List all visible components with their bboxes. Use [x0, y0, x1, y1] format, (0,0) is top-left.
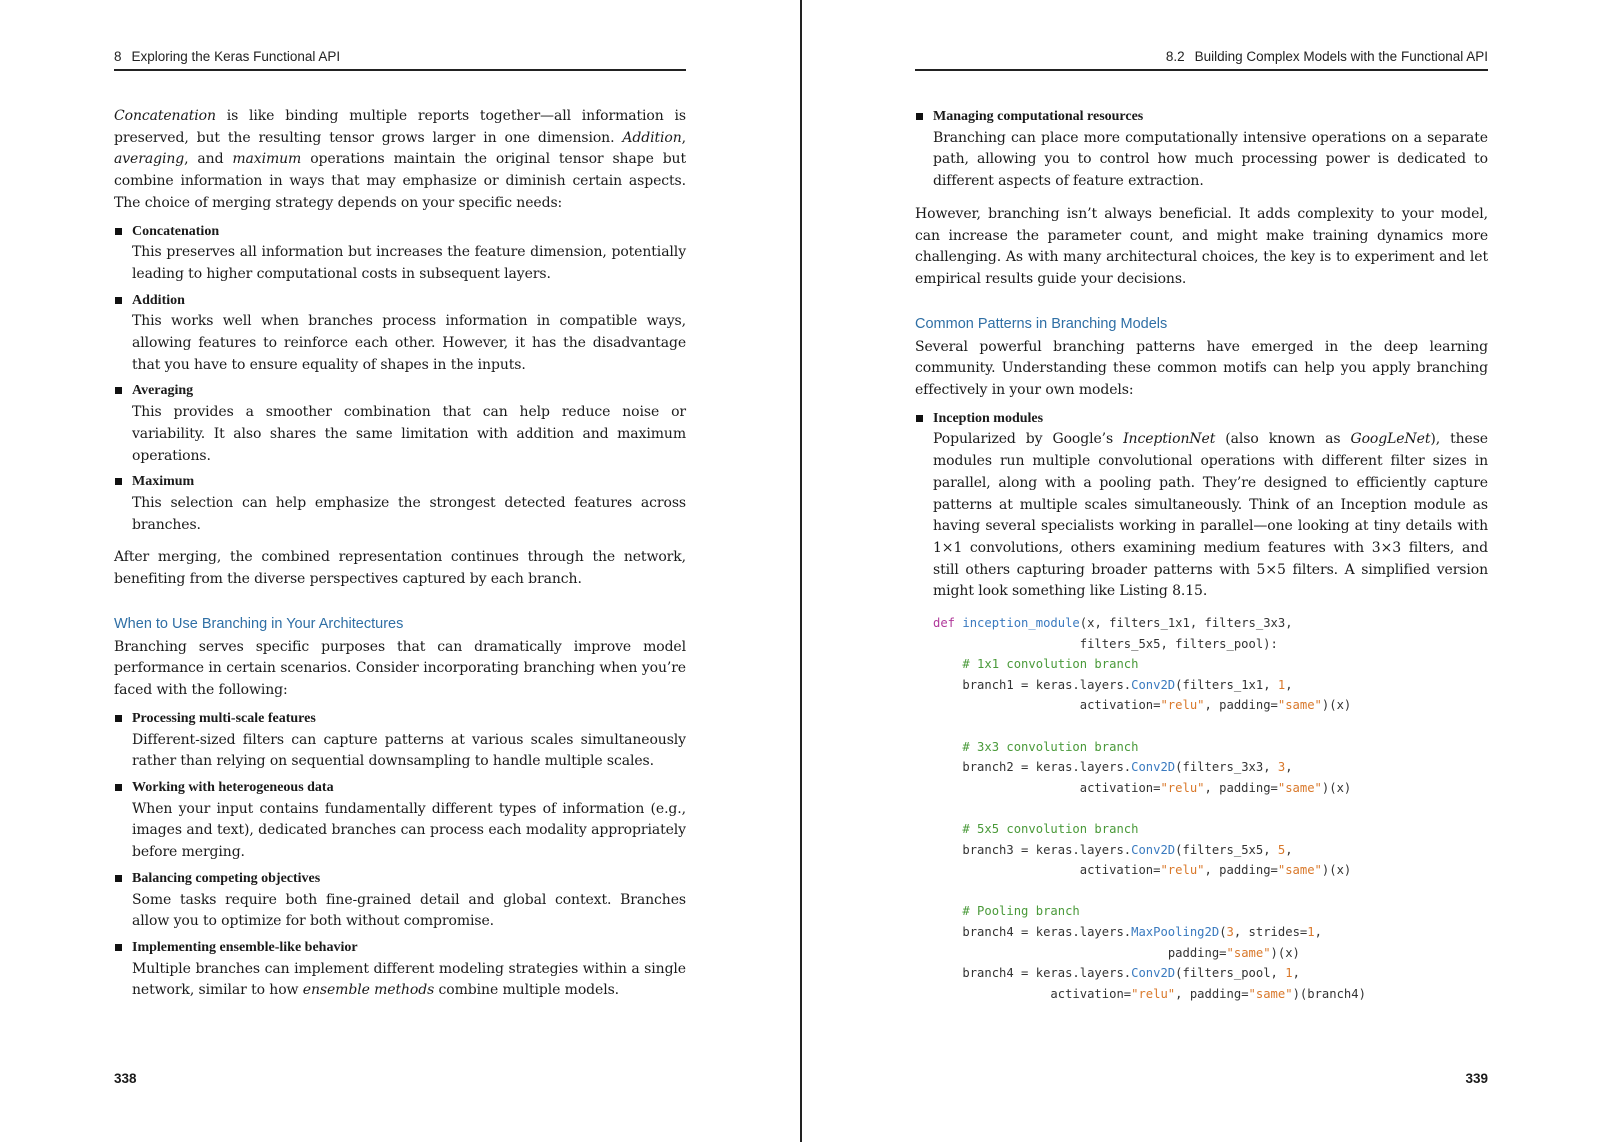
list-item-title: Processing multi-scale features	[132, 710, 316, 726]
code-text: ,	[1285, 760, 1293, 775]
inception-text-1: Popularized by Google’s	[933, 431, 1124, 448]
patterns-intro-paragraph: Several powerful branching patterns have emerged in the deep learning community. Understanding these common motifs can help you apply branching effectively in your own models:	[915, 338, 1488, 399]
chapter-title: Exploring the Keras Functional API	[131, 49, 341, 64]
left-body	[114, 106, 686, 1006]
intro-text-2: ,	[681, 129, 686, 146]
code-string: "relu"	[1160, 698, 1205, 713]
list-item-title: Inception modules	[933, 410, 1044, 426]
code-text: branch2 = keras.layers.	[962, 760, 1132, 775]
code-class: Conv2D	[1131, 677, 1176, 692]
code-text: branch4 = keras.layers.	[962, 966, 1132, 981]
list-item	[114, 471, 686, 536]
branch-intro-paragraph: Branching serves specific purposes that can dramatically improve model performance in certain scenarios. Consider incorporating branching when you’re faced with the following:	[114, 638, 686, 699]
code-comment: # Pooling branch	[962, 904, 1080, 919]
list-item	[915, 106, 1488, 193]
code-comment: # 3x3 convolution branch	[962, 739, 1139, 754]
however-paragraph: However, branching isn’t always beneficial. It adds complexity to your model, can increase the parameter count, and might make training dynamics more challenging. As with many architectural choices, the key is to experiment and let empirical results guide your decisions.	[915, 205, 1488, 287]
em-averaging: averaging	[114, 151, 185, 168]
code-string: "same"	[1226, 945, 1271, 960]
list-item	[114, 708, 686, 773]
code-string: "same"	[1277, 863, 1322, 878]
list-item-text	[132, 959, 686, 1002]
em-concatenation: Concatenation	[114, 108, 216, 124]
list-item-text: This provides a smoother combination that can help reduce noise or variability. It also shares the same limitation with addition and maximum operations.	[132, 404, 686, 464]
code-string: "relu"	[1131, 986, 1176, 1001]
list-item-text: Different-sized filters can capture patterns at various scales simultaneously rather than relying on sequential downsampling to handle multiple scales.	[132, 731, 686, 770]
list-item-text: This works well when branches process information in compatible ways, allowing features to reinforce each other. However, it has the disadvantage that you have to ensure equality of shapes in the inputs.	[132, 313, 686, 373]
intro-text-4: operations maintain the original tensor shape but combine information in ways that may emphasize or diminish certain aspects. The choice of merging strategy depends on your specific needs:	[114, 151, 687, 211]
code-comment: # 1x1 convolution branch	[962, 657, 1139, 672]
code-text: ,	[1314, 924, 1322, 939]
ensemble-text-2: combine multiple models.	[434, 982, 620, 999]
code-class: Conv2D	[1131, 966, 1176, 981]
list-item-text: Branching can place more computationally intensive operations on a separate path, allowing you to control how much processing power is dedicated to different aspects of feature extraction.	[933, 129, 1488, 190]
code-text: ,	[1292, 966, 1300, 981]
list-item-title: Maximum	[132, 474, 195, 490]
code-number: 5	[1277, 842, 1286, 857]
code-text: (filters_pool,	[1175, 966, 1286, 981]
code-text: (filters_3x3,	[1175, 760, 1278, 775]
list-item	[915, 408, 1488, 603]
code-text: activation=	[1079, 863, 1161, 878]
running-head	[114, 47, 686, 71]
code-class: MaxPooling2D	[1131, 924, 1220, 939]
section-number: 8.2	[1165, 49, 1185, 64]
code-text: branch3 = keras.layers.	[962, 842, 1132, 857]
code-text: )(x)	[1321, 780, 1352, 795]
inception-text-3: ), these modules run multiple convolutional operations with different filter sizes in parallel, along with a pooling path. They’re designed to efficiently capture patterns at multiple scales simultaneously. Think of an Inception module as having several specialists working in parallel—one looking at tiny details with 1×1 convolutions, others examining medium features with 3×3 filters, and still others capturing broader patterns with 5×5 filters. A simplified version might look something like Listing 8.15.	[933, 431, 1488, 600]
merge-strategy-list	[114, 221, 686, 537]
code-comment: # 5x5 convolution branch	[962, 822, 1139, 836]
section-title: Building Complex Models with the Functional API	[1194, 49, 1488, 64]
intro-text-3: , and	[184, 151, 233, 168]
code-class: Conv2D	[1131, 842, 1176, 857]
list-item-text: This preserves all information but increases the feature dimension, potentially leading to higher computational costs in subsequent layers.	[132, 244, 686, 282]
after-merge-paragraph: After merging, the combined representation continues through the network, benefiting from the diverse perspectives captured by each branch.	[114, 549, 686, 588]
intro-text-1: is like binding multiple reports together—all information is preserved, but the resulting tensor grows larger in one dimension.	[114, 108, 686, 146]
code-function-name: inception_module	[962, 616, 1080, 631]
code-number: 1	[1285, 966, 1293, 981]
list-item-title: Addition	[132, 292, 185, 308]
right-body	[915, 106, 1488, 1004]
section-subheading: When to Use Branching in Your Architectures	[114, 615, 404, 632]
code-text: branch4 = keras.layers.	[962, 924, 1132, 939]
code-text: , padding=	[1204, 780, 1278, 795]
code-text: , padding=	[1204, 698, 1278, 713]
list-item	[114, 868, 686, 933]
page-number: 338	[114, 1071, 137, 1086]
intro-paragraph	[114, 106, 686, 215]
code-text: (	[1219, 924, 1227, 939]
code-text: activation=	[1079, 698, 1161, 713]
code-text: , strides=	[1233, 924, 1308, 939]
code-string: "same"	[1248, 986, 1293, 1001]
code-text: ,	[1285, 677, 1293, 692]
code-text: activation=	[1050, 986, 1132, 1001]
code-text: , padding=	[1204, 863, 1278, 878]
page-number: 339	[1465, 1071, 1488, 1086]
list-item-title: Balancing competing objectives	[132, 870, 321, 886]
list-item-title: Working with heterogeneous data	[132, 779, 334, 795]
section-subheading: Common Patterns in Branching Models	[915, 315, 1168, 332]
code-text: activation=	[1079, 780, 1161, 795]
list-item	[114, 290, 686, 377]
list-item-title: Averaging	[132, 383, 194, 399]
code-listing	[933, 613, 1488, 1004]
code-text: ,	[1285, 842, 1293, 857]
code-text: padding=	[1167, 945, 1227, 960]
code-text: )(x)	[1321, 863, 1352, 878]
ensemble-text-1: Multiple branches can implement different modeling strategies within a single network, similar to how	[132, 960, 686, 999]
list-item-title: Concatenation	[132, 223, 220, 239]
inception-text-2: (also known as	[1215, 431, 1351, 448]
code-text: (filters_1x1,	[1175, 677, 1278, 692]
code-number: 1	[1307, 924, 1315, 939]
code-keyword: def	[933, 616, 956, 631]
em-googlenet: GoogLeNet	[1350, 431, 1431, 448]
resource-list	[915, 106, 1488, 193]
list-item-text: Some tasks require both fine-grained detail and global context. Branches allow you to optimize for both without compromise.	[132, 891, 686, 930]
code-text: (filters_5x5,	[1175, 842, 1278, 857]
em-addition: Addition	[622, 129, 682, 146]
list-item-text: This selection can help emphasize the strongest detected features across branches.	[132, 494, 686, 533]
code-class: Conv2D	[1131, 760, 1176, 775]
code-number: 1	[1277, 677, 1286, 692]
list-item	[114, 221, 686, 286]
code-signature: (x, filters_1x1, filters_3x3,	[1079, 616, 1293, 631]
list-item-text	[933, 429, 1488, 603]
code-string: "same"	[1277, 698, 1322, 713]
list-item	[114, 777, 686, 864]
code-number: 3	[1277, 760, 1286, 775]
patterns-list	[915, 408, 1488, 603]
chapter-number: 8	[114, 49, 122, 64]
list-item	[114, 937, 686, 1002]
code-text: )(x)	[1270, 945, 1300, 960]
code-text: branch1 = keras.layers.	[962, 677, 1132, 692]
code-text: )(branch4)	[1292, 986, 1366, 1001]
use-branching-list	[114, 708, 686, 1002]
em-maximum: maximum	[232, 151, 302, 168]
right-page	[802, 0, 1600, 1142]
code-text: , padding=	[1175, 986, 1249, 1001]
code-string: "relu"	[1160, 863, 1205, 878]
list-item-text: When your input contains fundamentally different types of information (e.g., images and text), dedicated branches can process each modality appropriately before merging.	[132, 800, 686, 861]
code-number: 3	[1226, 924, 1234, 939]
em-inceptionnet: InceptionNet	[1123, 431, 1216, 448]
code-signature-cont: filters_5x5, filters_pool):	[1079, 636, 1278, 651]
code-string: "same"	[1277, 780, 1322, 795]
em-ensemble-methods: ensemble methods	[302, 982, 435, 999]
list-item	[114, 380, 686, 467]
code-text: )(x)	[1321, 698, 1352, 713]
code-string: "relu"	[1160, 780, 1205, 795]
running-head	[915, 47, 1488, 71]
list-item-title: Implementing ensemble-like behavior	[132, 939, 358, 955]
list-item-title: Managing computational resources	[933, 109, 1144, 124]
